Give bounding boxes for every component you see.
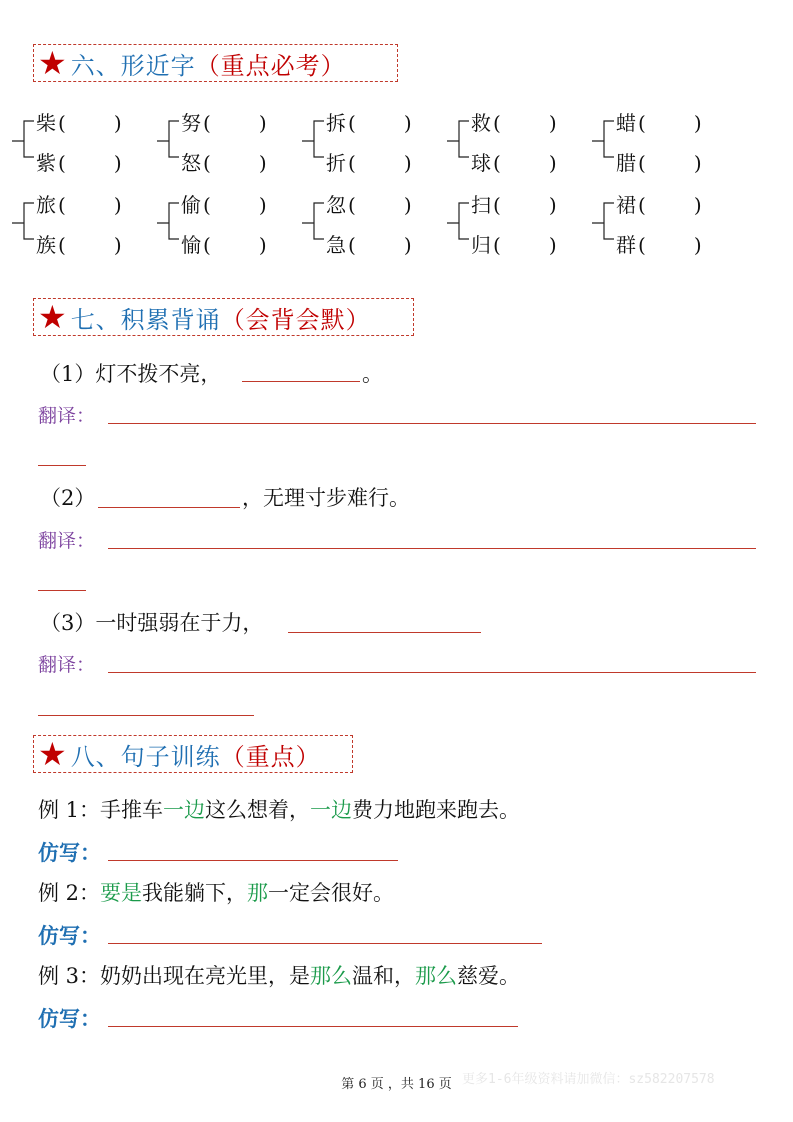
section8-title: 八、句子训练 xyxy=(70,742,221,771)
char-group-10 xyxy=(592,187,722,259)
brace-icon xyxy=(157,105,183,177)
translate-line-3a[interactable] xyxy=(108,672,756,673)
section7-title: 七、积累背诵 xyxy=(70,305,221,334)
char-top: 偷 ( ) xyxy=(181,193,267,217)
char-top: 努 ( ) xyxy=(181,111,267,135)
example-label: 例 3： xyxy=(38,964,101,988)
char-bottom: 腊 ( ) xyxy=(616,151,702,175)
recite-item-3 xyxy=(40,607,263,637)
brace-icon xyxy=(447,105,473,177)
brace-icon xyxy=(447,187,473,259)
imitate-line-2[interactable] xyxy=(108,943,542,944)
brace-icon xyxy=(302,187,328,259)
sentence-part: 我能躺下， xyxy=(142,881,248,905)
star-icon: ★ xyxy=(38,44,67,82)
char-bottom: 群 ( ) xyxy=(616,233,702,257)
item-text: 一时强弱在于力， xyxy=(95,611,264,635)
section6-title: 六、形近字 xyxy=(70,51,196,80)
char-top: 救 ( ) xyxy=(471,111,557,135)
section7-heading xyxy=(33,298,414,336)
char-top: 旅 ( ) xyxy=(36,193,122,217)
imitate-label-1: 仿写： xyxy=(38,841,101,865)
translate-line-1a[interactable] xyxy=(108,423,756,424)
char-group-6 xyxy=(12,187,142,259)
char-group-8 xyxy=(302,187,432,259)
char-group-2 xyxy=(157,105,287,177)
char-group-7 xyxy=(157,187,287,259)
sentence-part: 费力地跑来跑去。 xyxy=(352,798,521,822)
char-top: 扫 ( ) xyxy=(471,193,557,217)
section6-paren: （重点必考） xyxy=(195,51,346,80)
answer-blank-2[interactable] xyxy=(98,507,240,508)
char-group-1 xyxy=(12,105,142,177)
item-number: （3） xyxy=(40,611,96,635)
brace-icon xyxy=(302,105,328,177)
translate-label-2: 翻译： xyxy=(38,530,96,552)
char-top: 拆 ( ) xyxy=(326,111,412,135)
answer-blank-3[interactable] xyxy=(288,632,481,633)
char-bottom: 怒 ( ) xyxy=(181,151,267,175)
keyword: 一边 xyxy=(163,798,206,822)
page-footer: 第 6 页 ，共 16 页 xyxy=(341,1077,452,1092)
char-top: 柴 ( ) xyxy=(36,111,122,135)
keyword: 那么 xyxy=(415,964,458,988)
translate-label-1: 翻译： xyxy=(38,405,96,427)
keyword: 那 xyxy=(247,881,269,905)
answer-blank-1[interactable] xyxy=(242,381,360,382)
sentence-part: 奶奶出现在亮光里，是 xyxy=(100,964,311,988)
char-group-9 xyxy=(447,187,577,259)
translate-line-2a[interactable] xyxy=(108,548,756,549)
example-label: 例 2： xyxy=(38,881,101,905)
item-number: （1） xyxy=(40,362,96,386)
char-bottom: 愉 ( ) xyxy=(181,233,267,257)
char-group-4 xyxy=(447,105,577,177)
example-1 xyxy=(38,794,520,824)
char-bottom: 归 ( ) xyxy=(471,233,557,257)
char-bottom: 折 ( ) xyxy=(326,151,412,175)
sentence-part: 手推车 xyxy=(100,798,164,822)
recite-item-1 xyxy=(40,358,221,388)
brace-icon xyxy=(592,105,618,177)
brace-icon xyxy=(157,187,183,259)
example-2 xyxy=(38,877,394,907)
char-top: 裙 ( ) xyxy=(616,193,702,217)
keyword: 那么 xyxy=(310,964,353,988)
keyword: 一边 xyxy=(310,798,353,822)
imitate-label-2: 仿写： xyxy=(38,924,101,948)
char-group-5 xyxy=(592,105,722,177)
char-top: 蜡 ( ) xyxy=(616,111,702,135)
translate-label-3: 翻译： xyxy=(38,654,96,676)
item-end: 。 xyxy=(362,362,383,386)
example-3 xyxy=(38,960,520,990)
item-text: ，无理寸步难行。 xyxy=(242,486,410,510)
sentence-part: 一定会很好。 xyxy=(268,881,395,905)
translate-line-2b[interactable] xyxy=(38,590,86,591)
translate-line-1b[interactable] xyxy=(38,465,86,466)
sentence-part: 温和， xyxy=(352,964,416,988)
translate-line-3b[interactable] xyxy=(38,715,254,716)
item-text: 灯不拨不亮， xyxy=(95,362,222,386)
imitate-line-3[interactable] xyxy=(108,1026,518,1027)
brace-icon xyxy=(12,187,38,259)
watermark: 更多1-6年级资料请加微信：sz582207578 xyxy=(462,1072,715,1087)
star-icon: ★ xyxy=(38,735,67,773)
sentence-part: 慈爱。 xyxy=(457,964,521,988)
char-bottom: 族 ( ) xyxy=(36,233,122,257)
example-label: 例 1： xyxy=(38,798,101,822)
char-bottom: 球 ( ) xyxy=(471,151,557,175)
keyword: 要是 xyxy=(100,881,143,905)
char-top: 忽 ( ) xyxy=(326,193,412,217)
imitate-line-1[interactable] xyxy=(108,860,398,861)
char-group-3 xyxy=(302,105,432,177)
char-bottom: 急 ( ) xyxy=(326,233,412,257)
brace-icon xyxy=(12,105,38,177)
brace-icon xyxy=(592,187,618,259)
imitate-label-3: 仿写： xyxy=(38,1007,101,1031)
section8-heading xyxy=(33,735,353,773)
item-number: （2） xyxy=(40,486,96,510)
sentence-part: 这么想着， xyxy=(205,798,311,822)
char-bottom: 紫 ( ) xyxy=(36,151,122,175)
section7-paren: （会背会默） xyxy=(220,305,371,334)
star-icon: ★ xyxy=(38,298,67,336)
recite-item-2 xyxy=(40,482,95,512)
section6-heading xyxy=(33,44,398,82)
section8-paren: （重点） xyxy=(220,742,321,771)
